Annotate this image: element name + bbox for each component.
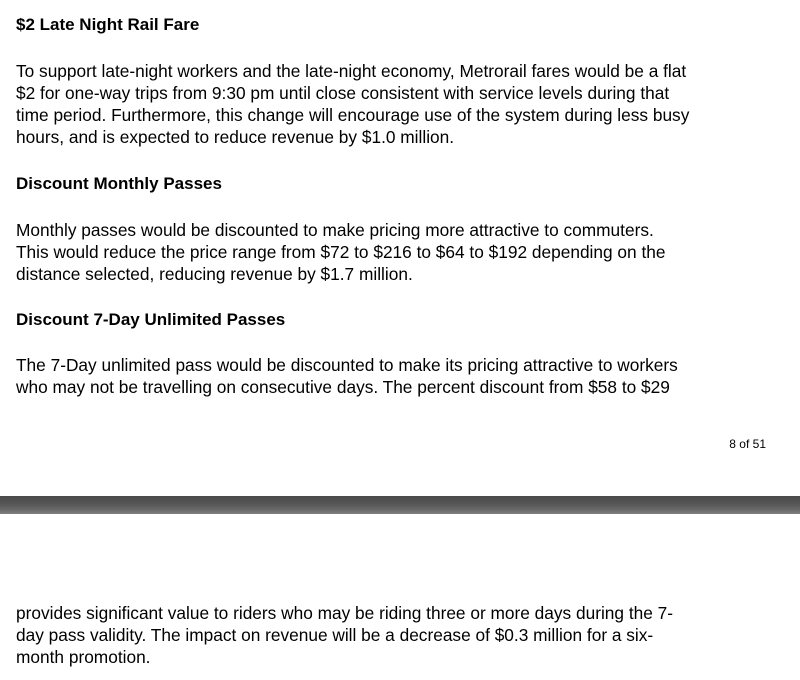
text-line: day pass validity. The impact on revenue will be a decrease of $0.3 million for a six-: [16, 625, 654, 645]
text-line: Monthly passes would be discounted to make pricing more attractive to commuters.: [16, 220, 654, 240]
page-number: 8 of 51: [729, 437, 766, 451]
paragraph-continuation: [16, 602, 796, 668]
section-heading-monthly-passes: Discount Monthly Passes: [16, 174, 222, 193]
section-heading-late-night-fare: $2 Late Night Rail Fare: [16, 15, 200, 34]
paragraph-monthly-passes: [16, 219, 796, 285]
text-line: distance selected, reducing revenue by $1.7 million.: [16, 264, 413, 284]
text-line: The 7-Day unlimited pass would be discounted to make its pricing attractive to workers: [16, 355, 678, 375]
paragraph-7-day-passes: [16, 354, 796, 398]
text-line: month promotion.: [16, 647, 151, 667]
document-page-9: [0, 514, 800, 680]
text-line: $2 for one-way trips from 9:30 pm until close consistent with service levels during that: [16, 83, 670, 103]
page-separator: [0, 496, 800, 514]
text-line: hours, and is expected to reduce revenue by $1.0 million.: [16, 127, 455, 147]
text-line: time period. Furthermore, this change will encourage use of the system during less busy: [16, 105, 690, 125]
text-line: provides significant value to riders who may be riding three or more days during the 7-: [16, 603, 674, 623]
text-line: This would reduce the price range from $72 to $216 to $64 to $192 depending on the: [16, 242, 666, 262]
text-line: who may not be travelling on consecutive days. The percent discount from $58 to $29: [16, 377, 670, 397]
text-line: To support late-night workers and the late-night economy, Metrorail fares would be a flat: [16, 61, 687, 81]
section-heading-7-day-passes: Discount 7-Day Unlimited Passes: [16, 310, 286, 329]
paragraph-late-night-fare: [16, 60, 796, 148]
